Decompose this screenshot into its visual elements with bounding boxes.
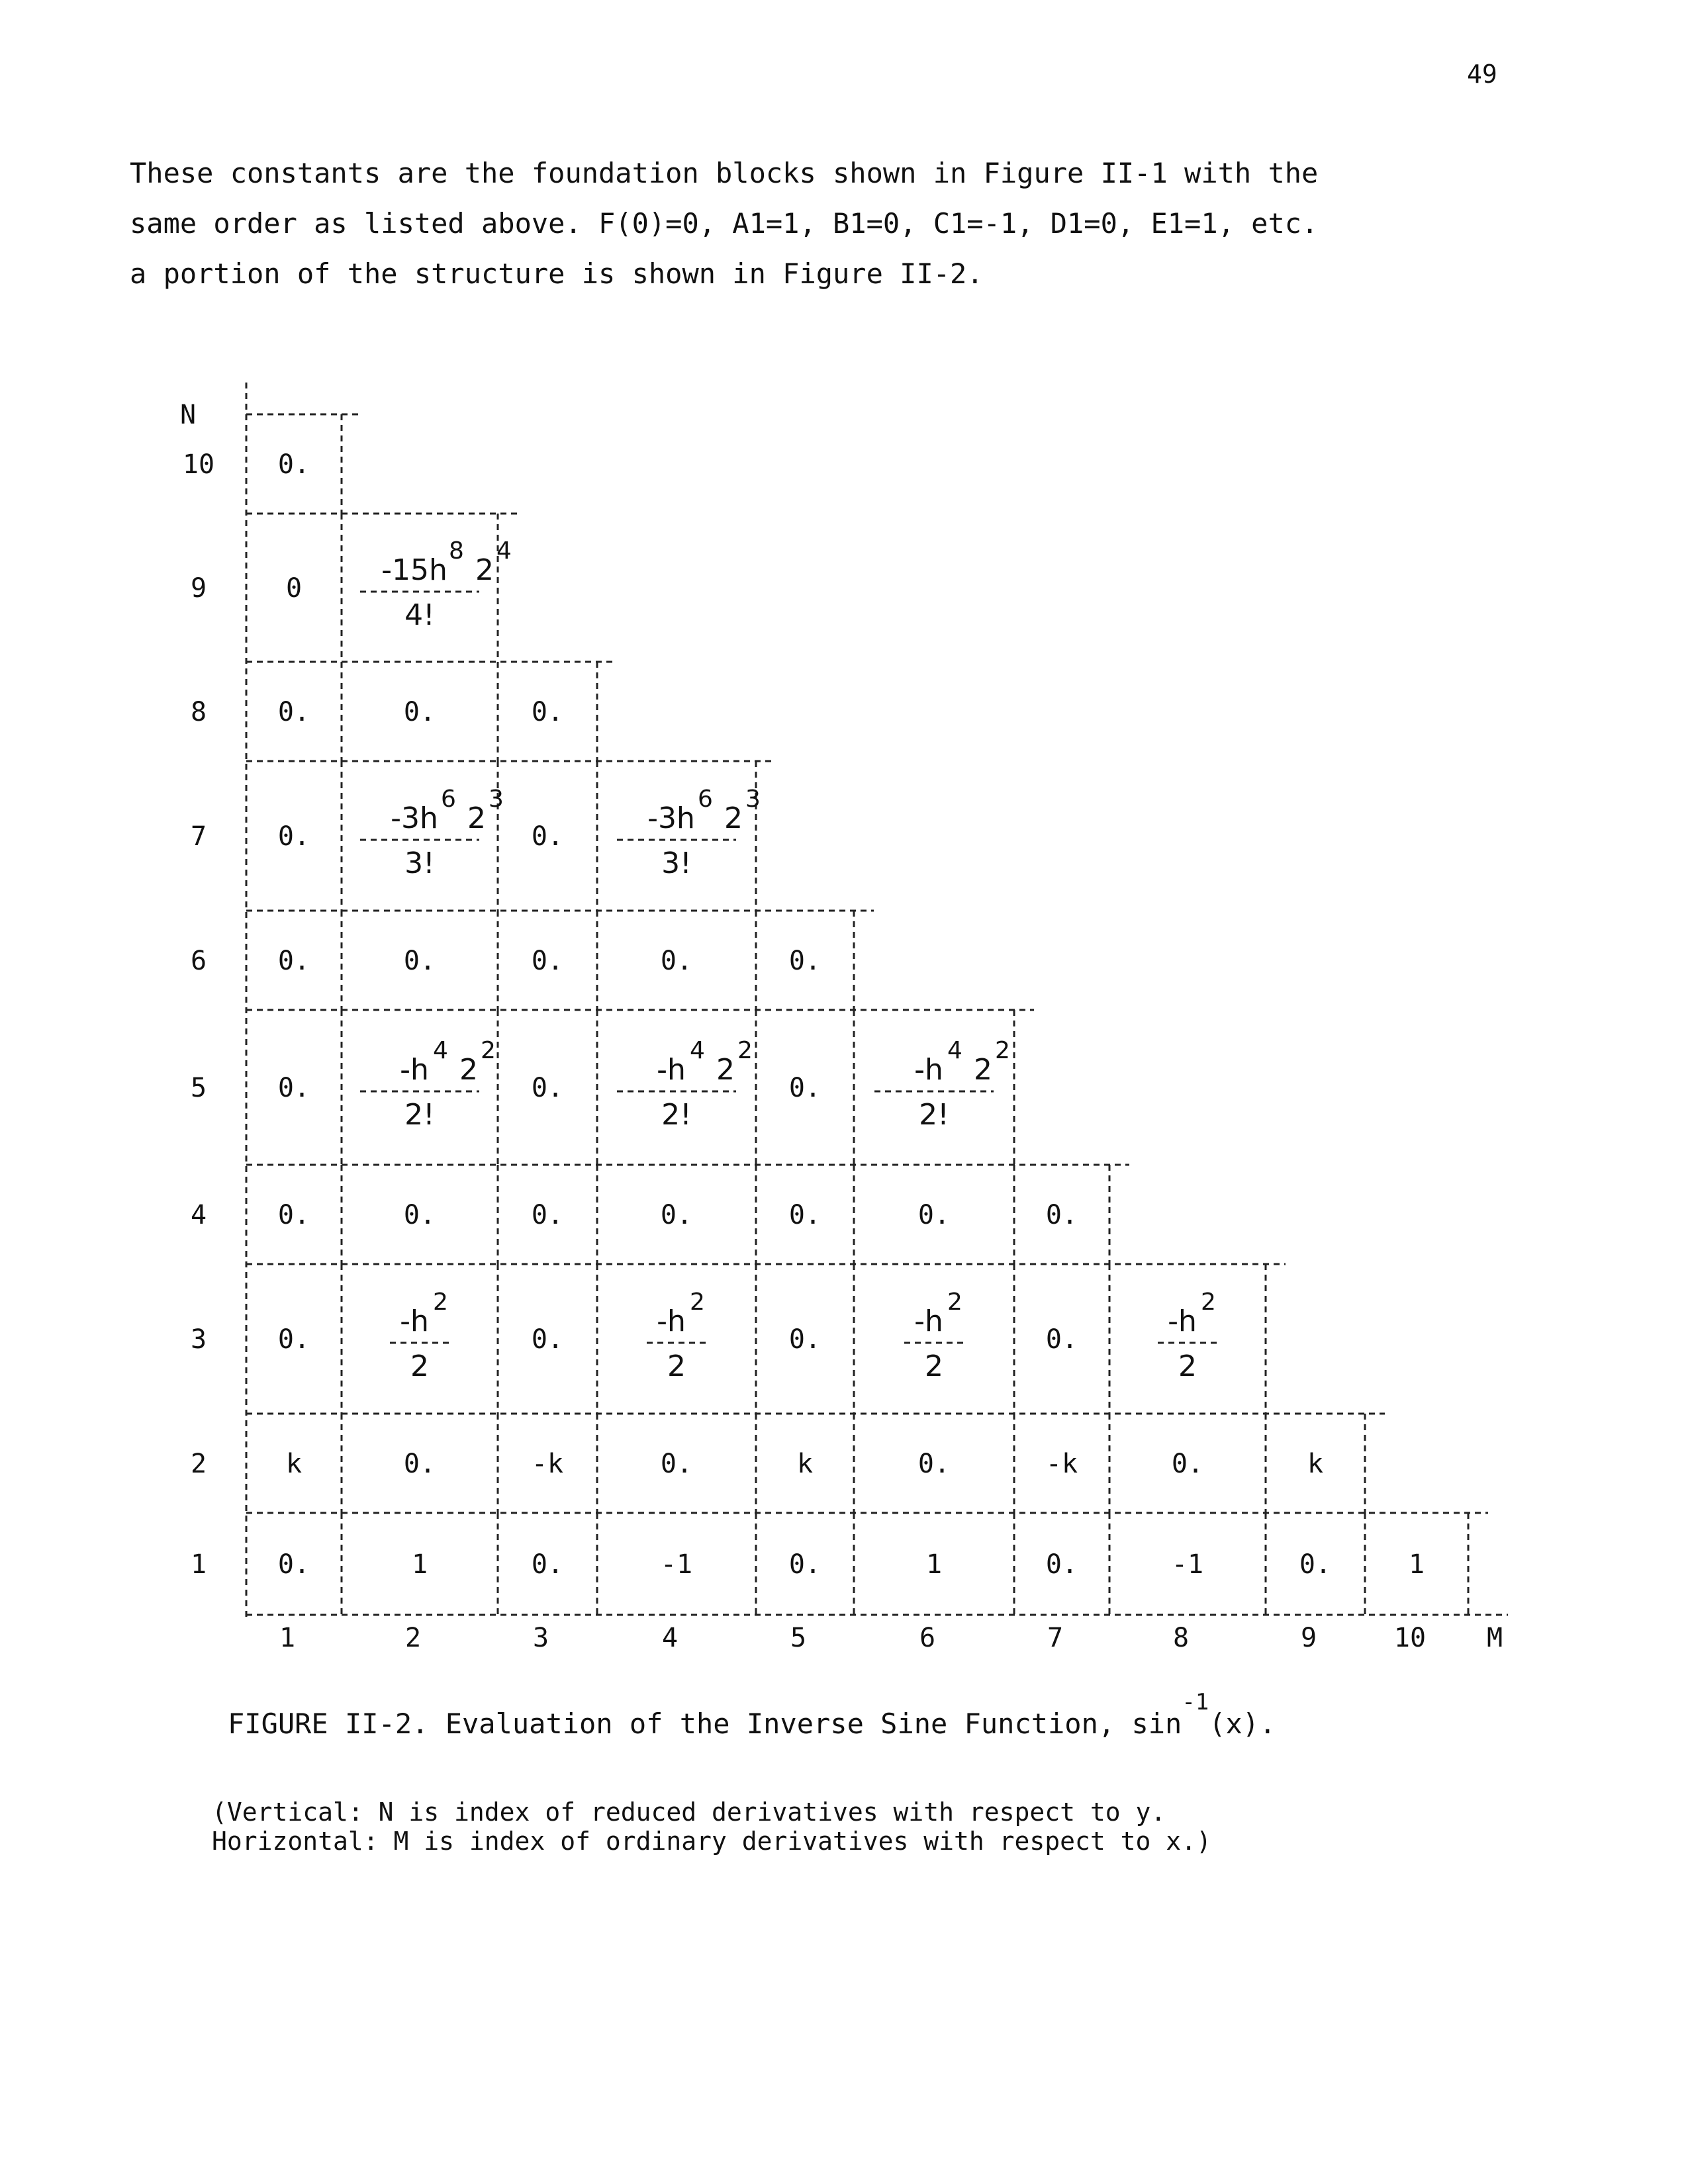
grid-cell-value: 0.	[660, 1200, 693, 1230]
grid-cell-value: 0.	[917, 1200, 951, 1230]
fraction-denominator: 4!	[404, 598, 435, 632]
horizontal-axis-label: M	[1486, 1623, 1503, 1653]
fraction-denominator: 2	[667, 1349, 686, 1383]
grid-cell-value: 1	[411, 1549, 428, 1580]
column-index-label: 5	[790, 1623, 807, 1653]
figure-caption	[228, 1689, 1276, 1740]
grid-cell-value: 0.	[531, 1073, 564, 1103]
grid-cell-value: 0.	[403, 697, 436, 727]
fraction-numerator: -h	[657, 1304, 686, 1338]
grid-cell-value: 0.	[531, 821, 564, 852]
grid-cell-value: 0.	[277, 449, 310, 480]
grid-cell-value: 0.	[277, 946, 310, 976]
grid-cell-value: k	[285, 1449, 303, 1479]
grid-cell-value: 0.	[1045, 1200, 1078, 1230]
column-index-label: 8	[1172, 1623, 1190, 1653]
fraction-exponent: 4	[947, 1037, 962, 1064]
fraction-numerator: -h	[400, 1053, 429, 1087]
grid-cell-value: 0.	[277, 1324, 310, 1355]
grid-cell-value: k	[796, 1449, 814, 1479]
row-index-label: 3	[190, 1324, 207, 1355]
fraction-base-two: 2	[716, 1053, 735, 1087]
grid-cell-value: 0.	[403, 946, 436, 976]
grid-cell-value: -k	[531, 1449, 564, 1479]
grid-cell-value: 0.	[788, 1073, 821, 1103]
grid-cell-value: 0.	[1045, 1549, 1078, 1580]
fraction-numerator: -3h	[391, 801, 438, 835]
fraction-exponent: 4	[433, 1037, 448, 1064]
column-index-label: 2	[404, 1623, 422, 1653]
grid-cell-value: 0.	[531, 1200, 564, 1230]
grid-cell-value: 0	[285, 573, 303, 604]
note-vertical: (Vertical: N is index of reduced derivatives with respect to y.	[212, 1797, 1166, 1827]
fraction-base-two: 2	[459, 1053, 478, 1087]
grid-cell-value: 0.	[531, 1549, 564, 1580]
fraction-numerator: -h	[914, 1053, 943, 1087]
grid-cell-value: 1	[925, 1549, 943, 1580]
row-index-label: 6	[190, 946, 207, 976]
intro-line-2: same order as listed above. F(0)=0, A1=1, B1=0, C1=-1, D1=0, E1=1, etc.	[130, 207, 1319, 240]
grid-cell-value: 0.	[1171, 1449, 1204, 1479]
fraction-exponent-2: 3	[745, 786, 761, 813]
column-index-label: 9	[1300, 1623, 1317, 1653]
fraction-exponent: 8	[449, 537, 464, 565]
caption-exponent: -1	[1182, 1689, 1209, 1715]
grid-cell-value: 0.	[531, 697, 564, 727]
column-index-label: 7	[1047, 1623, 1064, 1653]
page-number: 49	[1467, 60, 1497, 89]
row-index-label: 9	[190, 573, 207, 604]
grid-cell-value: 0.	[277, 1549, 310, 1580]
fraction-denominator: 2	[410, 1349, 429, 1383]
grid-cell-value: 0.	[660, 1449, 693, 1479]
grid-cell-value: 0.	[403, 1200, 436, 1230]
figure-notes	[212, 1797, 1211, 1856]
fraction-denominator: 2	[1178, 1349, 1197, 1383]
row-index-label: 4	[190, 1200, 207, 1230]
fraction-numerator: -h	[400, 1304, 429, 1338]
grid-cell-value: 1	[1408, 1549, 1425, 1580]
caption-tail: (x).	[1209, 1707, 1276, 1740]
row-index-label: 7	[190, 821, 207, 852]
fraction-numerator: -h	[914, 1304, 943, 1338]
fraction-exponent-2: 2	[737, 1037, 753, 1064]
grid-cell-value: 0.	[531, 946, 564, 976]
grid-cell-value: -1	[1171, 1549, 1204, 1580]
grid-cell-value: 0.	[788, 1200, 821, 1230]
fraction-denominator: 2	[925, 1349, 943, 1383]
grid-cell-value: -k	[1045, 1449, 1078, 1479]
grid-cell-value: 0.	[277, 1073, 310, 1103]
fraction-denominator: 3!	[661, 846, 692, 880]
fraction-exponent-2: 4	[496, 537, 512, 565]
grid-cell-value: 0.	[1045, 1324, 1078, 1355]
fraction-exponent-2: 3	[489, 786, 504, 813]
grid-cell-value: -1	[660, 1549, 693, 1580]
grid-cell-value: 0.	[660, 946, 693, 976]
fraction-exponent-2: 2	[995, 1037, 1010, 1064]
grid-cell-value: 0.	[531, 1324, 564, 1355]
grid-cell-value: 0.	[277, 697, 310, 727]
fraction-exponent: 6	[698, 786, 713, 813]
fraction-base-two: 2	[724, 801, 743, 835]
fraction-numerator: -15h	[381, 553, 447, 587]
fraction-denominator: 2!	[919, 1098, 949, 1132]
grid-cell-value: 0.	[917, 1449, 951, 1479]
grid-cell-value: k	[1307, 1449, 1324, 1479]
note-horizontal: Horizontal: M is index of ordinary derivatives with respect to x.)	[212, 1827, 1211, 1856]
grid-cell-value: 0.	[277, 821, 310, 852]
column-index-label: 10	[1393, 1623, 1427, 1653]
column-index-label: 3	[532, 1623, 549, 1653]
row-index-label: 5	[190, 1073, 207, 1103]
grid-cell-value: 0.	[788, 1549, 821, 1580]
fraction-base-two: 2	[974, 1053, 992, 1087]
row-index-label: 10	[182, 449, 215, 480]
fraction-base-two: 2	[467, 801, 486, 835]
column-index-label: 6	[919, 1623, 936, 1653]
intro-line-3: a portion of the structure is shown in Figure II-2.	[130, 257, 984, 290]
grid-cell-value: 0.	[788, 946, 821, 976]
vertical-axis-label: N	[179, 400, 197, 430]
row-index-label: 8	[190, 697, 207, 727]
fraction-numerator: -h	[657, 1053, 686, 1087]
caption-text: FIGURE II-2. Evaluation of the Inverse Sine Function, sin	[228, 1707, 1182, 1740]
grid-cell-value: 0.	[403, 1449, 436, 1479]
fraction-exponent: 2	[690, 1289, 705, 1316]
column-index-label: 4	[661, 1623, 679, 1653]
fraction-numerator: -h	[1168, 1304, 1197, 1338]
fraction-exponent: 2	[433, 1289, 448, 1316]
fraction-exponent: 6	[441, 786, 456, 813]
fraction-denominator: 2!	[404, 1098, 435, 1132]
grid-cell-value: 0.	[277, 1200, 310, 1230]
fraction-base-two: 2	[475, 553, 494, 587]
fraction-numerator: -3h	[647, 801, 695, 835]
fraction-exponent-2: 2	[481, 1037, 496, 1064]
intro-line-1: These constants are the foundation blocks shown in Figure II-1 with the	[130, 157, 1319, 189]
grid-cell-value: 0.	[1299, 1549, 1332, 1580]
row-index-label: 2	[190, 1449, 207, 1479]
fraction-denominator: 3!	[404, 846, 435, 880]
column-index-label: 1	[279, 1623, 296, 1653]
fraction-denominator: 2!	[661, 1098, 692, 1132]
grid-cell-value: 0.	[788, 1324, 821, 1355]
fraction-exponent: 2	[1201, 1289, 1216, 1316]
row-index-label: 1	[190, 1549, 207, 1580]
fraction-exponent: 2	[947, 1289, 962, 1316]
fraction-exponent: 4	[690, 1037, 705, 1064]
